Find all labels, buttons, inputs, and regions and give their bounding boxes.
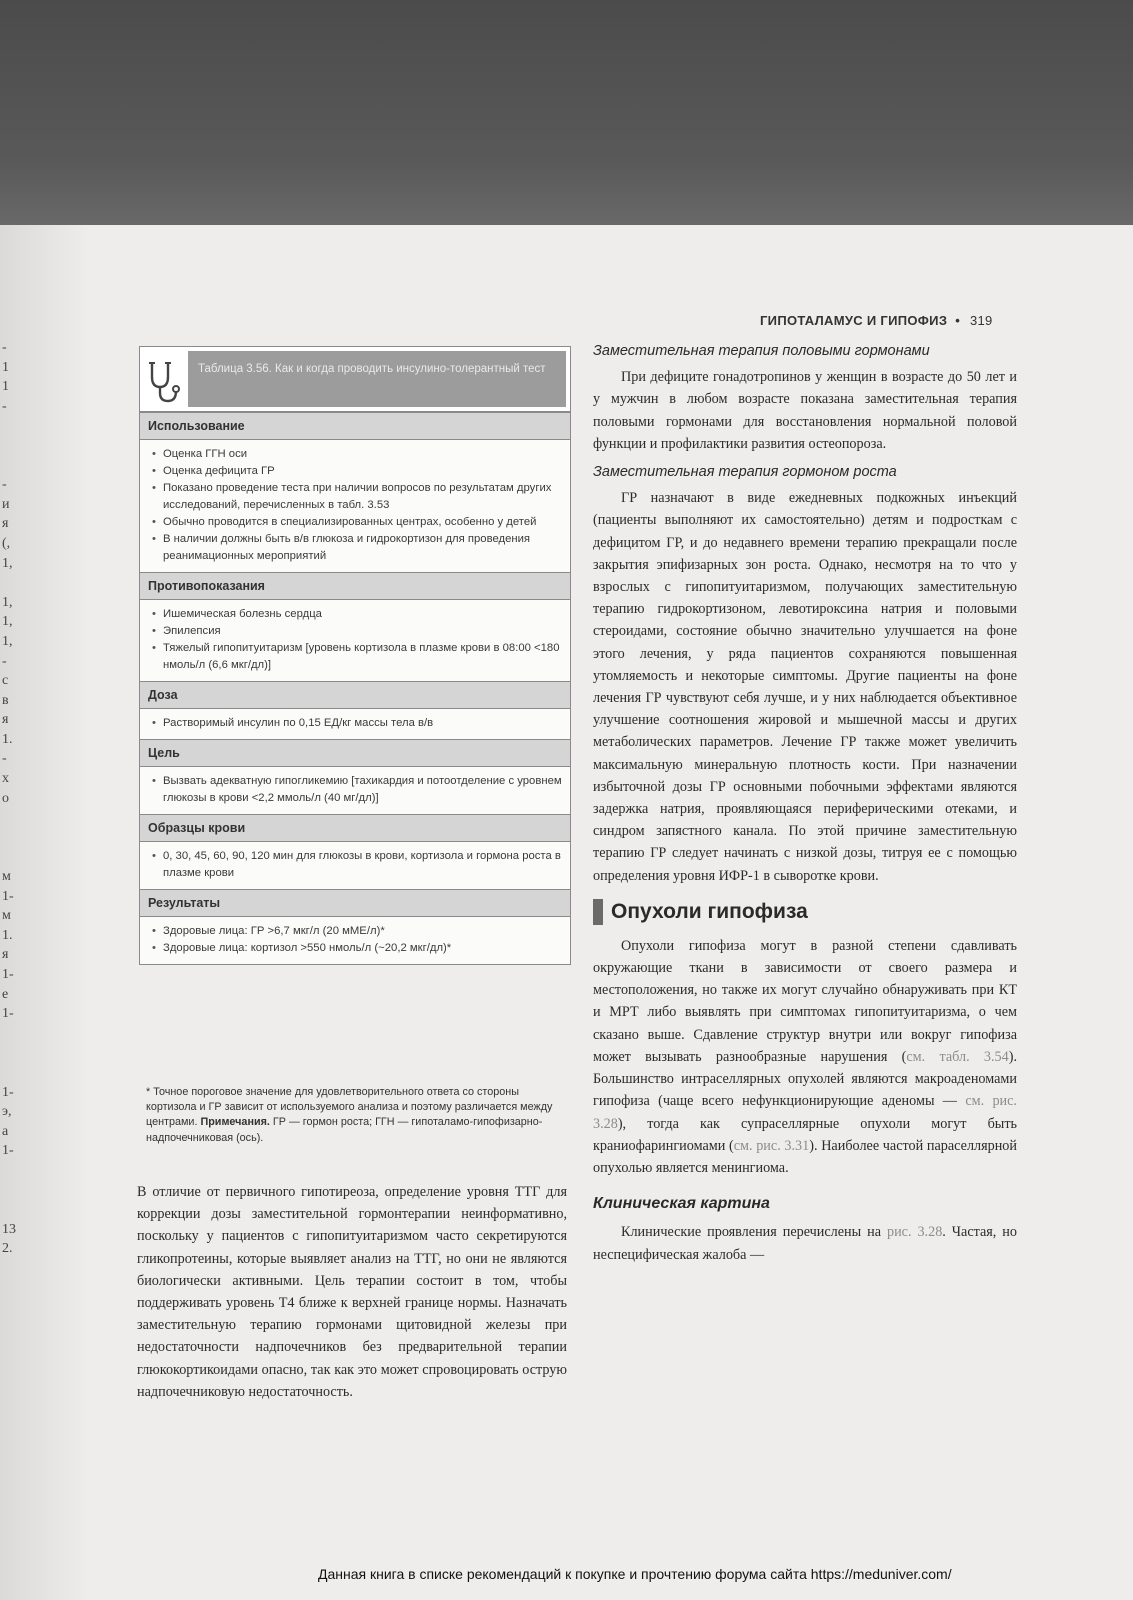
margin-fragment: 2. [2,1241,13,1257]
margin-fragment [2,847,16,867]
table-section-body [140,767,570,814]
section-marker [593,899,603,925]
table-note-text: ГР — гормон роста; ГГН — гипоталамо-гипофизарно-надпочечниковая (ось). [146,1116,543,1144]
margin-fragment: 1, [2,614,13,630]
stethoscope-icon [140,347,186,411]
margin-fragment: 1- [2,1084,14,1100]
margin-fragment: а [2,1123,9,1139]
text-span: ). Наиболее частой параселлярной опухолью является менингиома. [593,1137,1017,1176]
margin-fragment [2,1181,16,1201]
margin-fragment [2,828,16,848]
table-bullet-item: • Оценка дефицита ГР [152,463,562,480]
margin-fragment: 1 [2,359,9,375]
subhead-clinical-picture: Клиническая картина [593,1195,770,1213]
table-section-body [140,917,570,964]
table-bullet-item: • Здоровые лица: кортизол >550 нмоль/л (~20,2 мкг/дл)* [152,940,562,957]
table-bullet-item: • Тяжелый гипопитуитаризм [уровень кортизола в плазме крови в 08:00 <180 нмоль/л (6,6 мкг/дл)] [152,640,562,674]
margin-fragment: я [2,712,9,728]
text-span: . Частая, но неспецифическая жалоба — [593,1224,1017,1263]
margin-fragment [2,1200,16,1220]
table-bullet-list [152,848,562,882]
reference-link[interactable]: см. рис. 3.28 [593,1093,1017,1132]
margin-fragment [2,416,16,436]
margin-fragment: 1- [2,888,14,904]
margin-fragment: я [2,947,9,963]
subhead-sex-hormones: Заместительная терапия половыми гормонами [593,343,930,359]
table-title-background [188,351,566,407]
table-note-label: Примечания. [200,1116,270,1129]
margin-fragment: 1. [2,927,13,943]
margin-fragment [2,573,16,593]
running-head-bullet: • [955,313,961,328]
margin-fragment: (, [2,535,11,551]
reference-link[interactable]: см. табл. 3.54 [906,1048,1009,1065]
left-column-text: В отличие от первичного гипотиреоза, определение уровня ТТГ для коррекции дозы заместительной гормонтерапии неинформативно, поскольку у пациентов с гипопитуитаризмом часто секретируются гликопротеины, которые выявляет анализ на ТТГ, но они не являются биологически активными. Цель терапии состоит в том, чтобы поддерживать уровень Т4 ближе к верхней границе нормы. Назначать заместительную терапию гормонами щитовидной железы при недостаточности надпочечников без предварительной терапии глюкокортикоидами опасно, так как это может спровоцировать острую надпочечниковую недостаточность. [137,1184,567,1400]
table-section-heading: Противопоказания [140,572,570,600]
margin-fragment: 1- [2,967,14,982]
previous-page-edge [2,338,16,1259]
section-title-pituitary-tumors [593,899,1017,925]
table-bullet-list [152,715,562,732]
paragraph-sex-hormones: При дефиците гонадотропинов у женщин в возрасте до 50 лет и у мужчин в любом возрасте показана заместительная терапия половыми гормонами для восстановления нормальной половой функции и профилактики развития остеопороза. [593,369,1017,452]
margin-fragment: с [2,673,9,689]
text-span: ). Большинство интраселлярных опухолей являются макроаденомами гипофиза (чаще всего нефункционирующие аденомы — [593,1048,1017,1110]
scan-top-shadow [0,0,1133,230]
margin-fragment: х [2,771,9,787]
table-note [146,1085,566,1146]
margin-fragment: - [2,398,7,414]
text-span: Опухоли гипофиза могут в разной степени сдавливать окружающие ткани в зависимости от своего размера и местоположения, но также их могут случайно обнаруживать при КТ и МРТ либо выявлять при симптомах гипопитуитаризма, о чем сказано выше. Сдавление структур внутри или вокруг гипофиза может вызывать разнообразные нарушения ( [593,937,1017,1065]
table-title: Таблица 3.56. Как и когда проводить инсулино-толерантный тест [198,363,546,375]
margin-fragment: 13 [2,1221,16,1237]
table-section-heading: Образцы крови [140,814,570,842]
margin-fragment: и [2,496,10,512]
table-bullet-item: • Вызвать адекватную гипогликемию [тахикардия и потоотделение с уровнем глюкозы в крови <2,2 ммоль/л (40 мг/дл)] [152,773,562,807]
table-bullet-item: • Оценка ГГН оси [152,446,562,463]
table-section-heading: Результаты [140,889,570,917]
table-bullet-list [152,606,562,674]
paragraph-clinical [593,1221,1017,1265]
margin-fragment: 1- [2,1143,14,1159]
table-bullet-item: • 0, 30, 45, 60, 90, 120 мин для глюкозы в крови, кортизола и гормона роста в плазме крови [152,848,562,882]
table-section-body [140,600,570,681]
table-bullet-item: • Показано проведение теста при наличии вопросов по результатам других исследований, перечисленных в табл. 3.53 [152,480,562,514]
margin-fragment: м [2,908,11,924]
text-span: ), тогда как супраселлярные опухоли могут быть краниофарингиомами ( [593,1115,1017,1154]
table-section-body [140,842,570,889]
table-bullet-item: • Эпилепсия [152,623,562,640]
table-section-body [140,709,570,739]
table-bullet-item: • Растворимый инсулин по 0,15 ЕД/кг массы тела в/в [152,715,562,732]
margin-fragment: е [2,986,9,1002]
margin-fragment [2,1063,16,1083]
table-3-56 [139,346,571,965]
table-sections [140,412,570,964]
margin-fragment: - [2,751,7,767]
subhead-growth-hormone: Заместительная терапия гормоном роста [593,464,897,481]
margin-fragment: э, [2,1104,12,1120]
margin-fragment: в [2,692,9,708]
table-bullet-item: • Здоровые лица: ГР >6,7 мкг/л (20 мМЕ/л)* [152,923,562,940]
margin-fragment: 1 [2,379,9,395]
margin-fragment [2,1043,16,1063]
table-section-heading: Использование [140,412,570,440]
table-bullet-list [152,773,562,807]
margin-fragment: 1- [2,1006,14,1022]
text-span: Клинические проявления перечислены на [621,1224,887,1241]
footer-notice: Данная книга в списке рекомендаций к покупке и прочтению форума сайта https://meduniver.com/ [318,1566,952,1582]
table-bullet-item: • Ишемическая болезнь сердца [152,606,562,623]
table-section-body [140,440,570,572]
margin-fragment: - [2,477,7,493]
margin-fragment [2,456,16,476]
table-bullet-list [152,446,562,565]
right-column [593,340,1017,1266]
margin-fragment [2,1161,16,1181]
margin-fragment: о [2,790,9,806]
margin-fragment: - [2,653,7,669]
margin-fragment [2,1024,16,1044]
margin-fragment: 1, [2,594,13,610]
table-note-star: * Точное пороговое значение для удовлетворительного ответа со стороны кортизола и ГР зависит от используемого анализа и поэтому различается между центрами. [146,1086,553,1129]
running-head-title: ГИПОТАЛАМУС И ГИПОФИЗ [760,313,948,328]
table-section-heading: Цель [140,739,570,767]
margin-fragment [2,436,16,456]
margin-fragment: я [2,516,9,532]
margin-fragment: 1, [2,555,13,571]
running-head [760,313,993,328]
table-header [140,347,570,412]
reference-link[interactable]: см. рис. 3.31 [733,1137,810,1154]
margin-fragment: 1. [2,731,13,747]
margin-fragment [2,808,16,828]
table-bullet-item: • Обычно проводится в специализированных центрах, особенно у детей [152,514,562,531]
margin-fragment: м [2,869,11,885]
paragraph-pituitary-tumors [593,935,1017,1179]
table-bullet-item: • В наличии должны быть в/в глюкоза и гидрокортизон для проведения реанимационных мероприятий [152,531,562,565]
margin-fragment: 1, [2,633,13,649]
page-number: 319 [969,313,993,328]
section-title-text: Опухоли гипофиза [611,899,808,923]
margin-fragment: - [2,340,7,355]
table-bullet-list [152,923,562,957]
paragraph-growth-hormone: ГР назначают в виде ежедневных подкожных инъекций (пациенты выполняют их самостоятельно) детям и подросткам с дефицитом ГР, и до недавнего времени терапию прекращали после закрытия эпифизарных зон роста. Однако, несмотря на то что у взрослых с гипопитуитаризмом, получающих заместительную терапию гидрокортизоном, левотироксина натрия и половыми стероидами, состояние обычно значительно улучшается на фоне этого лечения, у ряда пациентов сохраняются повышенная утомляемость и некоторые симптомы. Другие пациенты на фоне лечения ГР чувствуют себя лучше, и у них наблюдается объективное улучшение соотношения жировой и мышечной массы и других метаболических параметров. Лечение ГР также может увеличить максимальную минеральную плотность кости. При назначении избыточной дозы ГР основными побочными эффектами являются задержка натрия, проявляющаяся периферическими отеками, и синдром запястного канала. По этой причине заместительную терапию ГР следует начинать с низкой дозы, титруя ее с помощью определения уровня ИФР-1 в сыворотке крови. [593,490,1017,884]
reference-link[interactable]: рис. 3.28 [886,1224,943,1241]
table-section-heading: Доза [140,681,570,709]
